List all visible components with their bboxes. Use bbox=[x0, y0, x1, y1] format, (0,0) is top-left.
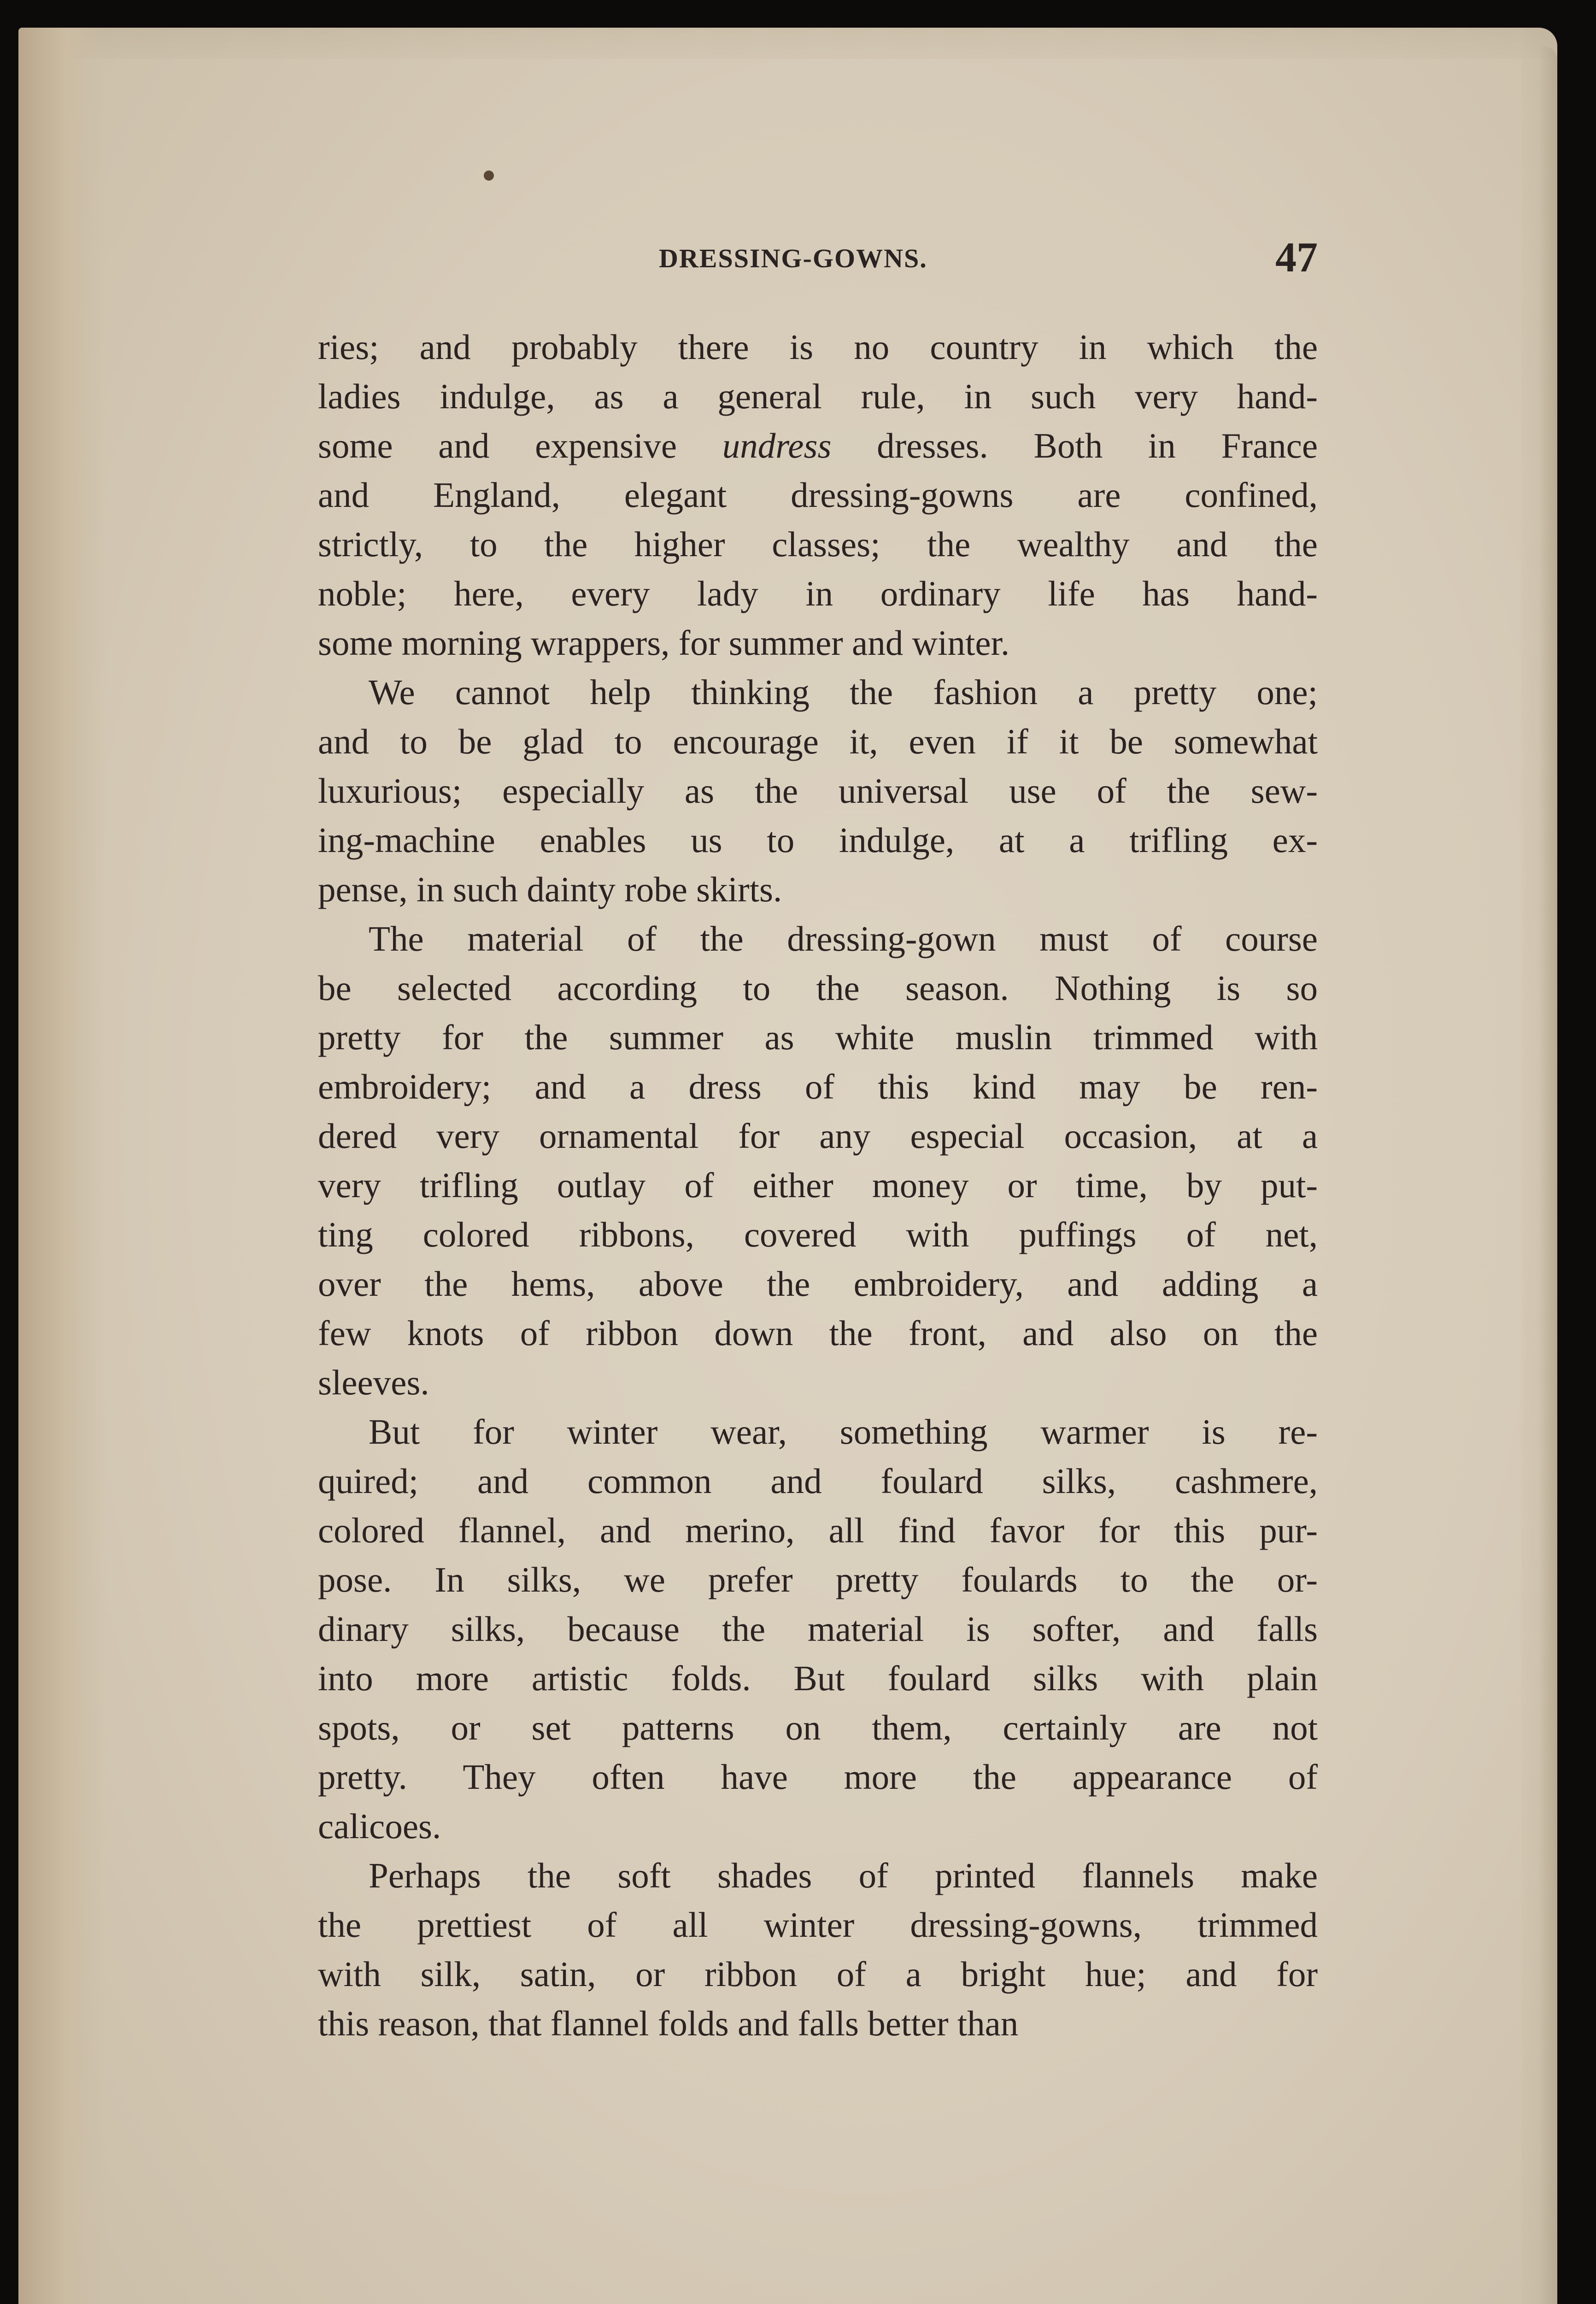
text-line: strictly, to the higher classes; the wealthy and the bbox=[318, 524, 1318, 564]
text-line: The material of the dressing-gown must of course bbox=[369, 919, 1318, 958]
text-line: calicoes. bbox=[318, 1806, 441, 1846]
text-line: spots, or set patterns on them, certainly are not bbox=[318, 1708, 1318, 1747]
running-title: DRESSING-GOWNS. bbox=[659, 243, 927, 273]
text-line: be selected according to the season. Nothing is so bbox=[318, 968, 1318, 1008]
text-line: and to be glad to encourage it, even if it be somewhat bbox=[318, 722, 1318, 761]
text-line: very trifling outlay of either money or time, by put- bbox=[318, 1165, 1318, 1205]
text-line: over the hems, above the embroidery, and adding a bbox=[318, 1264, 1318, 1304]
text-line: dered very ornamental for any especial occasion, at a bbox=[318, 1116, 1318, 1156]
text-line: sleeves. bbox=[318, 1363, 429, 1402]
text-line: embroidery; and a dress of this kind may be ren- bbox=[318, 1067, 1318, 1106]
text-line: ries; and probably there is no country in which the bbox=[318, 327, 1318, 367]
running-header bbox=[318, 233, 1318, 293]
page-gutter-shadow bbox=[18, 28, 106, 2304]
page-edge-shadow bbox=[1539, 46, 1557, 2304]
text-line: into more artistic folds. But foulard silks with plain bbox=[318, 1658, 1318, 1698]
body-text bbox=[318, 323, 1318, 2048]
paragraph bbox=[318, 668, 1318, 914]
text-line: ting colored ribbons, covered with puffings of net, bbox=[318, 1215, 1318, 1254]
paragraph bbox=[318, 1851, 1318, 2048]
text-line: Perhaps the soft shades of printed flannels make bbox=[369, 1856, 1318, 1895]
ink-spot bbox=[484, 170, 494, 181]
text-line: luxurious; especially as the universal use of the sew- bbox=[318, 771, 1318, 811]
text-line: We cannot help thinking the fashion a pretty one; bbox=[369, 672, 1318, 712]
paragraph bbox=[318, 914, 1318, 1407]
emphasis: undress bbox=[722, 426, 832, 465]
text-line: pretty. They often have more the appearance of bbox=[318, 1757, 1318, 1797]
paragraph bbox=[318, 323, 1318, 668]
text-line: pretty for the summer as white muslin trimmed with bbox=[318, 1017, 1318, 1057]
text-line: quired; and common and foulard silks, cashmere, bbox=[318, 1461, 1318, 1501]
text-line: ing-machine enables us to indulge, at a trifling ex- bbox=[318, 820, 1318, 860]
text-line: colored flannel, and merino, all find favor for this pur- bbox=[318, 1511, 1318, 1550]
text-line: some morning wrappers, for summer and winter. bbox=[318, 623, 1010, 663]
text-line: pense, in such dainty robe skirts. bbox=[318, 870, 782, 909]
text-line: some and expensive undress dresses. Both in France bbox=[318, 426, 1318, 465]
text-line: this reason, that flannel folds and falls better than bbox=[318, 2004, 1019, 2043]
text-line: and England, elegant dressing-gowns are confined, bbox=[318, 475, 1318, 515]
text-line: But for winter wear, something warmer is re- bbox=[369, 1412, 1318, 1452]
text-line: the prettiest of all winter dressing-gowns, trimmed bbox=[318, 1905, 1318, 1945]
text-line: few knots of ribbon down the front, and also on the bbox=[318, 1313, 1318, 1353]
text-line: dinary silks, because the material is softer, and falls bbox=[318, 1609, 1318, 1649]
text-line: ladies indulge, as a general rule, in such very hand- bbox=[318, 376, 1318, 416]
paragraph bbox=[318, 1407, 1318, 1851]
page-number: 47 bbox=[1275, 234, 1318, 281]
text-line: pose. In silks, we prefer pretty foulards to the or- bbox=[318, 1560, 1318, 1599]
text-line: with silk, satin, or ribbon of a bright hue; and for bbox=[318, 1954, 1318, 1994]
text-line: noble; here, every lady in ordinary life has hand- bbox=[318, 574, 1318, 613]
